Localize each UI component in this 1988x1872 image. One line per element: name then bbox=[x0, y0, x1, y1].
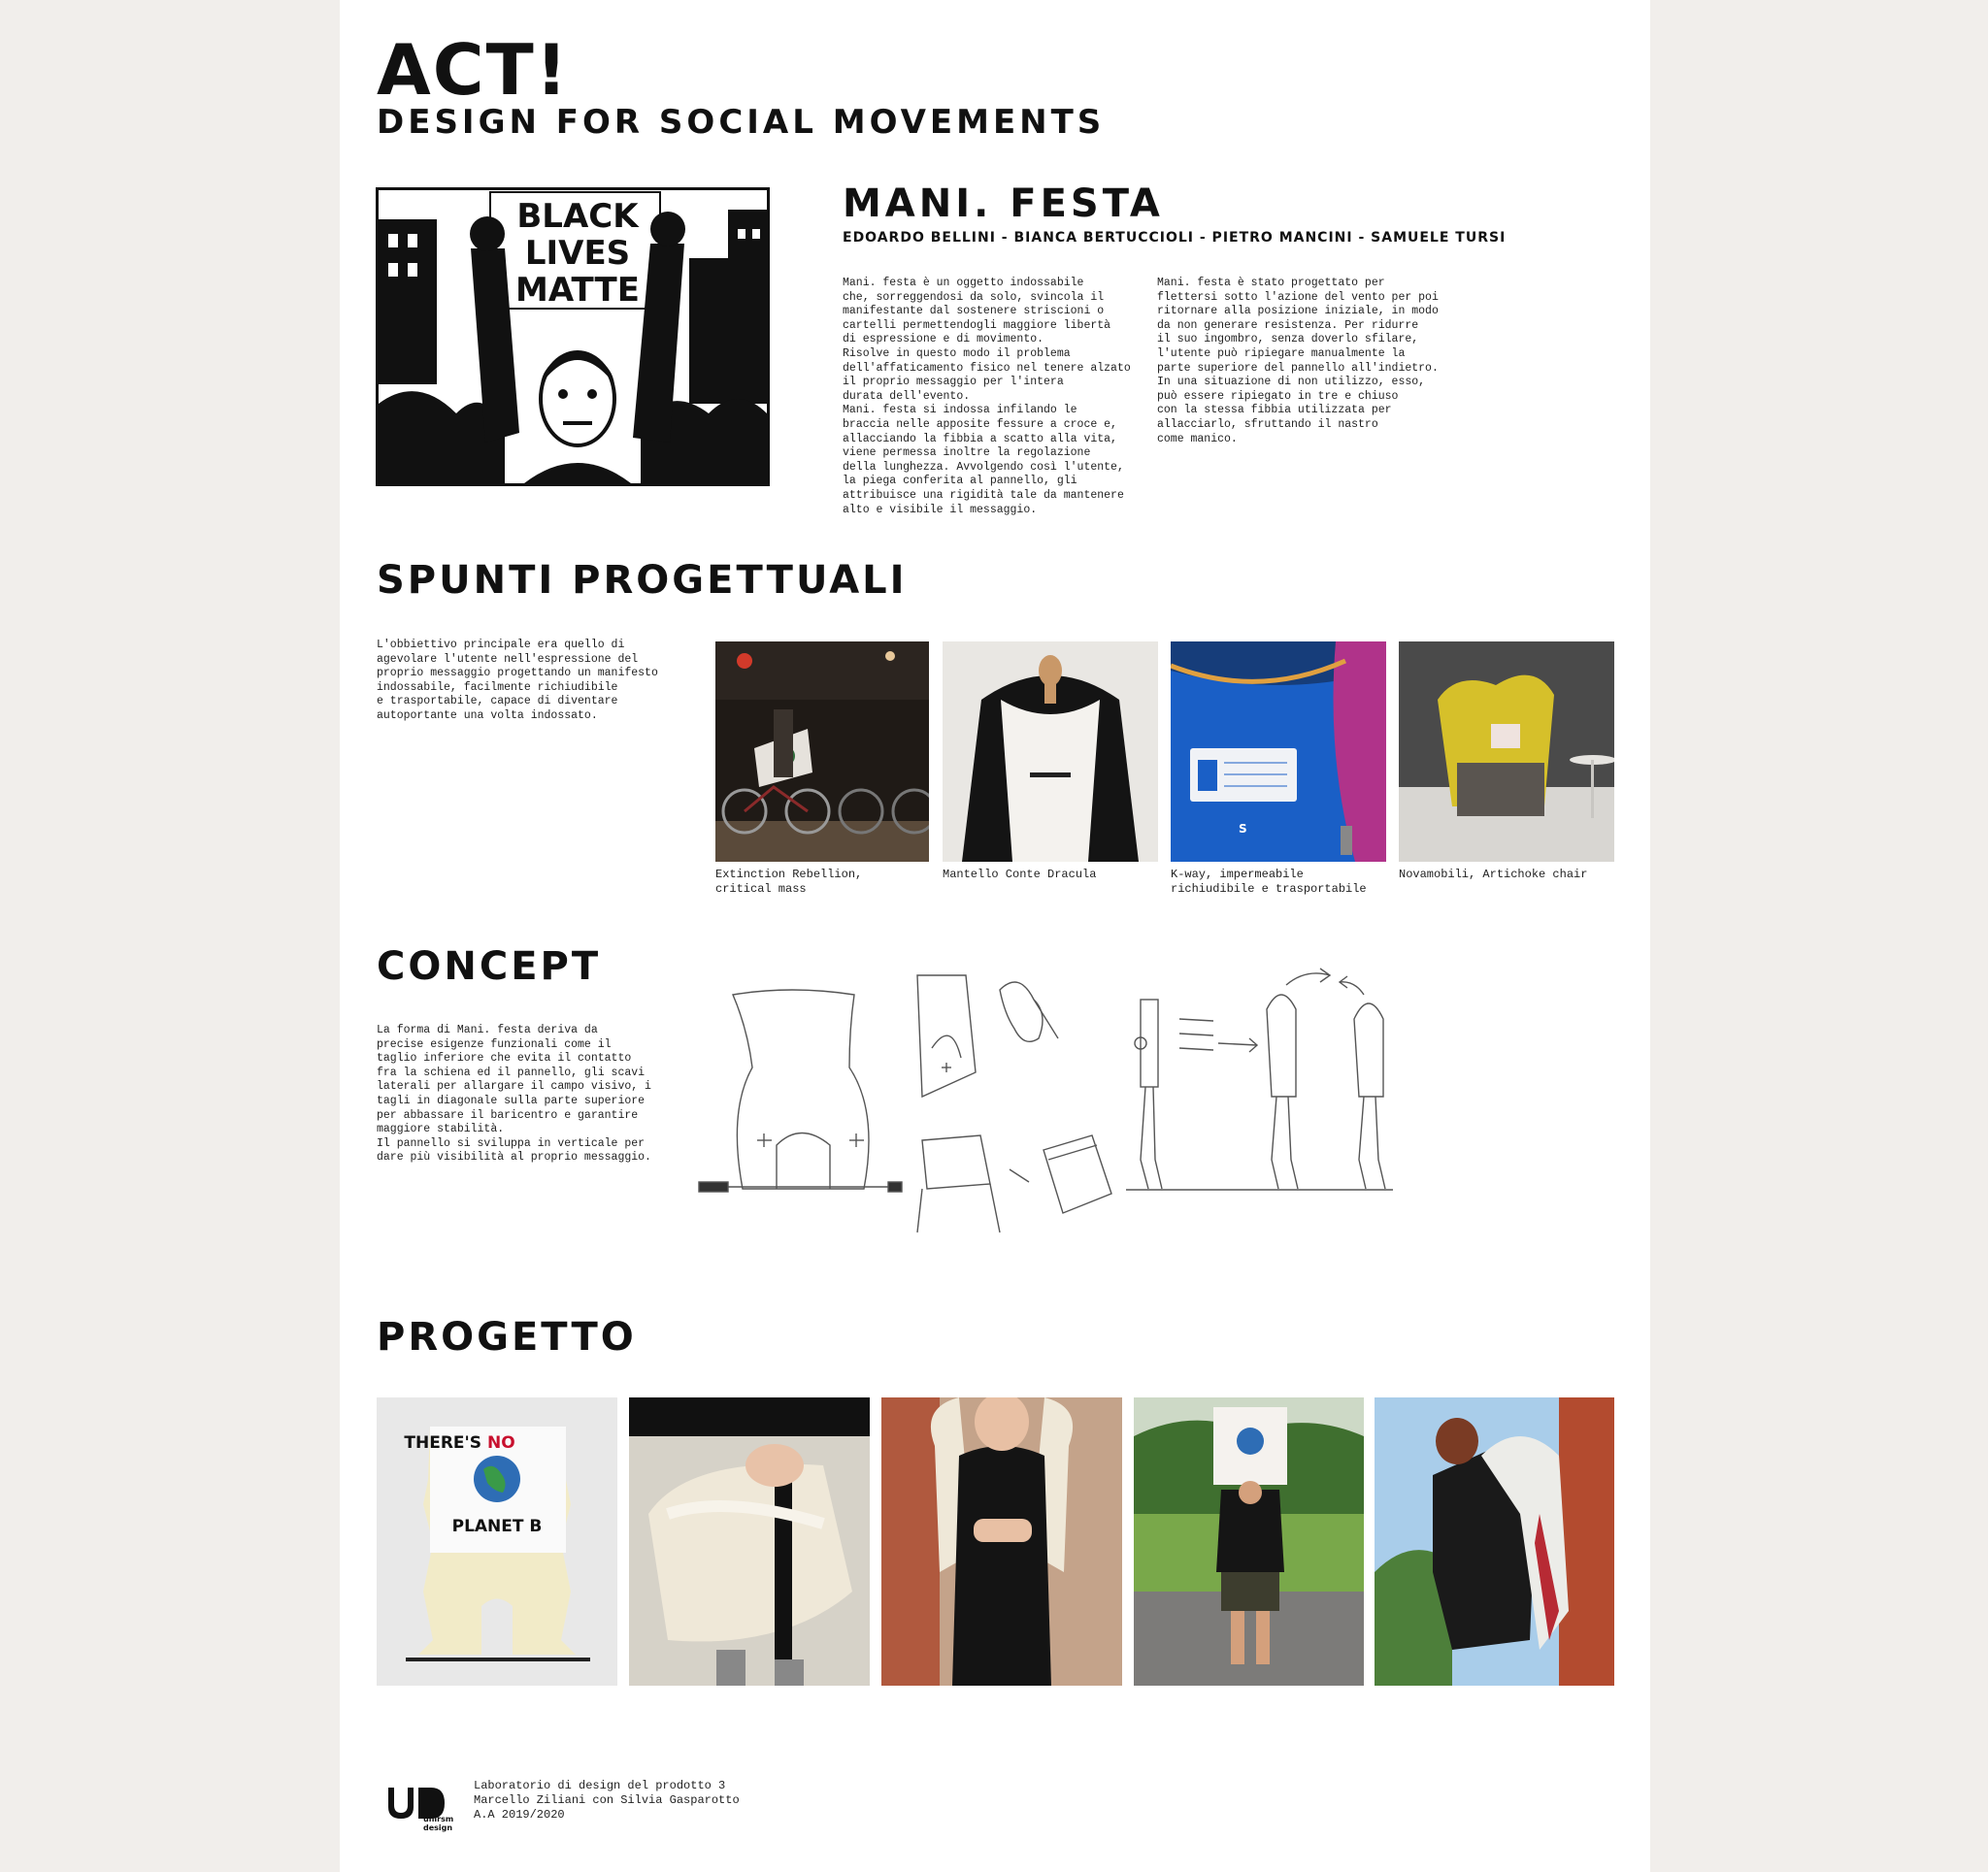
poster-title: ACT! bbox=[377, 29, 570, 111]
poster-subtitle: DESIGN FOR SOCIAL MOVEMENTS bbox=[377, 103, 1106, 142]
concept-text: La forma di Mani. festa deriva da precise esigenze funzionali come il taglio inferiore che evita il contatto fra la schiena ed il pannello, gli scavi laterali per allargare il campo visivo, i tagli in diagonale sulla parte superiore per abbassare il baricentro e garantire maggiore stabilità. Il pannello si sviluppa in verticale per dare più visibilità al proprio messaggio. bbox=[377, 1024, 651, 1165]
poster-sheet bbox=[340, 0, 1650, 1872]
kway-size-label: S bbox=[1239, 822, 1247, 836]
progetto-product-image bbox=[377, 1397, 617, 1686]
spunti-text: L'obbiettivo principale era quello di agevolare l'utente nell'espressione del proprio messaggio progettando un manifesto indossabile, facilmente richiudibile e trasportabile, capace di diventare autoportante una volta indossato. bbox=[377, 639, 658, 722]
sign-line-3: MATTE bbox=[515, 271, 640, 310]
logo-text: unirsm design bbox=[423, 1815, 454, 1832]
course-credits: Laboratorio di design del prodotto 3 Marcello Ziliani con Silvia Gasparotto A.A 2019/2020 bbox=[474, 1779, 740, 1822]
progetto-front-view-image bbox=[881, 1397, 1122, 1686]
project-authors: EDOARDO BELLINI - BIANCA BERTUCCIOLI - PIETRO MANCINI - SAMUELE TURSI bbox=[843, 230, 1507, 246]
project-description-left: Mani. festa è un oggetto indossabile che, sorreggendosi da solo, svincola il manifestante dal sostenere striscioni o cartelli permettendogli maggiore libertà di espressione e di movimento. Risolve in questo modo il problema dell'affaticamento fisico nel tenere alzato il proprio messaggio per l'intera durata dell'evento. Mani. festa si indossa infilando le braccia nelle apposite fessure a croce e, allacciando la fibbia a scatto alla vita, viene permessa inoltre la regolazione della lunghezza. Avvolgendo così l'utente, la piega conferita al pannello, gli attribuisce una rigidità tale da mantenere alto e visibile il messaggio. bbox=[843, 277, 1131, 516]
progetto-side-view-image bbox=[1375, 1397, 1614, 1686]
project-description-right: Mani. festa è stato progettato per flettersi sotto l'azione del vento per poi ritornare alla posizione iniziale, in modo da non generare resistenza. Per ridurre il suo ingombro, senza doverlo sfilare, l'utente può ripiegare manualmente la parte superiore del pannello all'indietro. In una situazione di non utilizzo, esso, può essere ripiegato in tre e chiuso con la stessa fibbia utilizzata per allacciarlo, sfruttando il nastro come manico. bbox=[1157, 277, 1439, 445]
extinction-rebellion-image bbox=[715, 641, 929, 862]
dracula-cloak-image bbox=[943, 641, 1158, 862]
sign-no: NO bbox=[487, 1433, 515, 1453]
sign-line-1: BLACK bbox=[516, 197, 639, 236]
k-way-image bbox=[1171, 641, 1386, 862]
black-lives-matter-image bbox=[376, 187, 770, 486]
caption-k-way: K-way, impermeabile richiudibile e trasportabile bbox=[1171, 868, 1367, 896]
sign-line-2: LIVES bbox=[524, 234, 631, 273]
sign-theres: THERE'S bbox=[404, 1433, 481, 1453]
caption-dracula: Mantello Conte Dracula bbox=[943, 868, 1097, 881]
section-heading-concept: CONCEPT bbox=[377, 944, 602, 989]
caption-extinction-rebellion: Extinction Rebellion, critical mass bbox=[715, 868, 863, 896]
protest-illustration bbox=[379, 190, 767, 483]
sign-planet-b: PLANET B bbox=[451, 1517, 543, 1536]
project-title: MANI. FESTA bbox=[843, 181, 1164, 226]
concept-sketches bbox=[684, 941, 1645, 1252]
section-heading-progetto: PROGETTO bbox=[377, 1315, 637, 1360]
caption-artichoke-chair: Novamobili, Artichoke chair bbox=[1399, 868, 1588, 881]
artichoke-chair-image bbox=[1399, 641, 1614, 862]
progetto-wearing-detail-image bbox=[629, 1397, 870, 1686]
progetto-outdoor-image bbox=[1134, 1397, 1364, 1686]
section-heading-spunti: SPUNTI PROGETTUALI bbox=[377, 558, 908, 603]
